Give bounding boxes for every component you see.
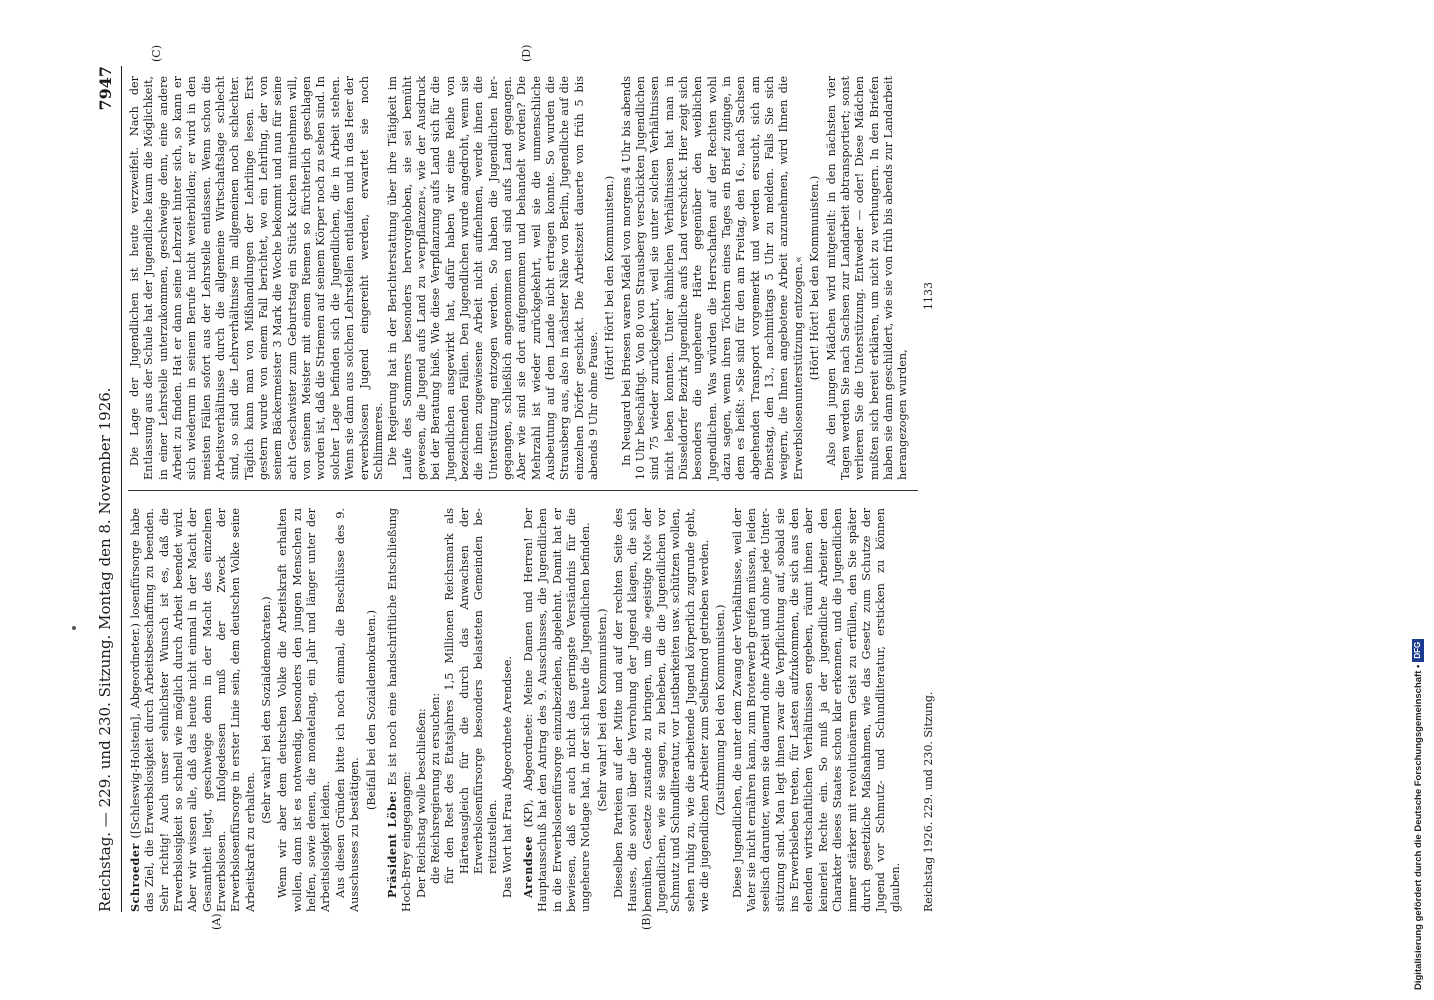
column-divider bbox=[128, 490, 918, 491]
speaker-name: Präsident Löbe: bbox=[384, 790, 399, 898]
credit-text: Digitalisierung gefördert durch die Deutsche Forschungsgemeinschaft • bbox=[1413, 664, 1424, 990]
paragraph: für den Rest des Etatsjahres 1,5 Millionen Reichsmark als Härteausgleich für die durch das Anwachsen der Erwerbslosenfürsorge besonders belasteten Gemeinden bereitzustellen. bbox=[443, 508, 500, 884]
paragraph: Aus diesen Gründen bitte ich noch einmal, die Beschlüsse des 9. Ausschusses zu bestätigen. bbox=[333, 508, 362, 912]
margin-marker-a: (A) bbox=[210, 913, 223, 930]
interjection: (Beifall bei den Sozialdemokraten.) bbox=[364, 609, 378, 811]
page-number: 7947 bbox=[96, 66, 115, 111]
paragraph: In Neugard bei Briesen waren Mädel von morgens 4 Uhr bis abends 10 Uhr beschäftigt. Von 80 von Strausberg verschickten Jugendlichen sind 75 wieder zurückgekehrt, weil sie unter solchen Verhältnissen nicht leben konnten. Unter ähnlichen Verhältnissen hat man in Düsseldorfer Bezirk Jugendliche aufs Land verschickt. Hier zeigt sich besonders die ungeheure Härte gegenüber den weiblichen Jugendlichen. Was würden die Herrschaften auf der Rechten wohl dazu sagen, wenn ihren Töchtern eines Tages ein Brief zuginge, in dem es heißt: »Sie sind für den am Freitag, den 16., nach Sachsen abgehenden Transport vorgemerkt und werden ersucht, sich am Dienstag, den 13., nachmittags 5 Uhr zu melden. Falls Sie sich weigern, die Ihnen angebotene Arbeit anzunehmen, wird Ihnen die Erwerbslosenunterstützung entzogen.« bbox=[619, 76, 805, 480]
interjection: (Sehr wahr! bei den Kommunisten.) bbox=[595, 608, 609, 812]
left-column bbox=[128, 508, 903, 912]
interjection: (Hört! Hört! bei den Kommunisten.) bbox=[603, 175, 617, 381]
speaker-name: Arendsee bbox=[520, 835, 535, 898]
margin-marker-c: (C) bbox=[150, 45, 163, 62]
paragraph: Diese Jugendlichen, die unter dem Zwang der Verhältnisse, weil der Vater sie nicht ernähren kann, zum Broterwerb greifen müssen, leiden seelisch darunter, wenn sie dauernd ohne Arbeit und ohne jede Unterstützung sind. Man legt ihnen zwar die Verpflichtung auf, sobald sie ins Erwerbsleben treten, für Lasten aufzukommen, die sich aus den elenden wirtschaftlichen Verhältnissen ergeben, räumt ihnen aber keinerlei Rechte ein. So muß ja der jugendliche Arbeiter den Charakter dieses Staates schon klar erkennen, und die Jugendlichen immer stärker mit revolutionärem Geist zu erfüllen, den Sie später durch gesetzliche Maßnahmen, wie das Gesetz zum Schutze der Jugend vor Schmutz- und Schundliteratur, ersticken zu können glauben. bbox=[730, 508, 902, 912]
speech-paragraph bbox=[385, 508, 415, 912]
paragraph: Dieselben Parteien auf der Mitte und auf der rechten Seite des Hauses, die soviel über die Verrohung der Jugend klagen, die sich bemühen, Gesetze zustande zu bringen, um die »geistige Not« der Jugendlichen, wie sie sagen, zu beheben, die die Jugendlichen vor Schmutz und Schundliteratur, vor Lustbarkeiten usw. schützen wollen, sehen ruhig zu, wie die arbeitende Jugend körperlich zugrunde geht, wie die jugendlichen Arbeiter zum Selbstmord getrieben werden. bbox=[612, 508, 712, 912]
interjection: (Zustimmung bei den Kommunisten.) bbox=[714, 604, 728, 816]
page-footer: Reichstag 1926. 229. und 230. Sitzung. bbox=[922, 691, 935, 912]
paragraph: Also den jungen Mädchen wird mitgeteilt: in den nächsten vier Tagen werden Sie nach Sachsen zur Landarbeit abtransportiert; sonst verlieren Sie die Unterstützung. Entweder — oder! Diese Mädchen mußten sich bereit erklären, um nicht zu verhungern. In den Briefen haben sie dann geschildert, wie sie von früh bis abends zur Landarbeit herangezogen wurden, bbox=[824, 76, 910, 480]
margin-marker-d: (D) bbox=[520, 44, 533, 62]
speaker-name: Schroeder bbox=[128, 843, 142, 912]
paragraph: Wenn wir aber dem deutschen Volke die Arbeitskraft erhalten wollen, dann ist es notwendig, besonders den jungen Menschen zu helfen, sowie denen, die monatelang, ein Jahr und länger unter der Arbeitslosigkeit leiden. bbox=[276, 508, 333, 912]
interjection: (Sehr wahr! bei den Sozialdemokraten.) bbox=[260, 596, 274, 824]
resolution-text bbox=[429, 508, 501, 912]
paragraph-text: losenfürsorge habe das Ziel, die Erwerbslosigkeit durch Arbeitsbeschaffung zu beenden. Sehr richtig! Auch unser sehnlichster Wunsch ist es, daß die Erwerbslosigkeit so schnell wie möglich durch Arbeit beendet wird. Aber wir wissen alle, daß das heute nicht einmal in der Macht der Gesamtheit liegt, geschweige denn in der Macht des einzelnen Erwerbslosen. Infolgedessen muß der Zweck der Erwerbslosenfürsorge in erster Linie sein, dem deutschen Volke seine Arbeitskraft zu erhalten. bbox=[129, 508, 257, 912]
dfg-logo: DFG bbox=[1412, 639, 1424, 662]
header-rule bbox=[121, 66, 122, 912]
paragraph-text: (KP), Abgeordnete: Meine Damen und Herren! Der Hauptausschuß hat den Antrag des 9. Ausschusses, die Jugendlichen in die Erwerbslosenfürsorge einzubeziehen, abgelehnt. Damit hat er bewiesen, daß er auch nicht das geringste Verständnis für die ungeheure Notlage hat, in der sich heute die Jugendlichen befinden. bbox=[521, 508, 593, 912]
speech-paragraph bbox=[521, 508, 594, 912]
margin-marker-b: (B) bbox=[640, 913, 653, 930]
paragraph: Der Reichstag wolle beschließen: bbox=[414, 708, 428, 898]
page-header bbox=[96, 66, 118, 912]
scan-speck bbox=[72, 626, 76, 630]
interjection: (Hört! Hört! bei den Kommunisten.) bbox=[808, 175, 822, 381]
footer-page-number: 1133 bbox=[922, 282, 935, 310]
right-column bbox=[128, 76, 911, 480]
paragraph: die Reichsregierung zu ersuchen: bbox=[428, 692, 442, 884]
header-title: Reichstag. — 229. und 230. Sitzung. Montag den 8. November 1926. bbox=[96, 387, 114, 912]
paragraph: Die Lage der Jugendlichen ist heute verzweifelt. Nach der Entlassung aus der Schule hat der Jugendliche kaum die Möglichkeit, in einer Lehrstelle unterzukommen, geschweige denn, eine andere Arbeit zu finden. Hat er dann seine Lehrzeit hinter sich, so kann er sich wiederum in seinem Berufe nicht weiterbilden; er wird in den meisten Fällen sofort aus der Lehrstelle entlassen. Wenn schon die Arbeitsverhältnisse durch die allgemeine Wirtschaftslage schlecht sind, so sind die Lehrverhältnisse im allgemeinen noch schlechter. Täglich kann man von Mißhandlungen der Lehrlinge lesen. Erst gestern wurde von einem Fall berichtet, wo ein Lehrling, der von seinem Bäckermeister 3 Mark die Woche bekommt und nun für seine acht Geschwister zum Geburtstag ein Stück Kuchen mitnehmen will, von seinem Meister mit einem Riemen so fürchterlich geschlagen worden ist, daß die Striemen auf seinem Körper noch zu sehen sind. In solcher Lage befinden sich die Jugendlichen, die in Arbeit stehen. Wenn sie dann aus solchen Lehrstellen entlaufen und in das Heer der erwerbslosen Jugend eingereiht werden, erwartet sie noch Schlimmeres. bbox=[128, 76, 385, 480]
digitization-credit bbox=[1406, 10, 1432, 990]
paragraph-text: Es ist noch eine handschriftliche Entschließung Hoch-Brey eingegangen: bbox=[385, 508, 414, 912]
paragraph: Das Wort hat Frau Abgeordnete Arendsee. bbox=[500, 656, 514, 898]
speaker-affiliation: [Schleswig-Holstein], Abgeordneter.) bbox=[129, 623, 142, 835]
speech-paragraph: Schroeder ([Schleswig-Holstein], Abgeordneter.) losenfürsorge habe das Ziel, die Erwerbslosigkeit durch Arbeitsbeschaffung zu beenden. Sehr richtig! Auch unser sehnlichster Wunsch ist es, daß die Erwerbslosigkeit so schnell wie möglich durch Arbeit beendet wird. Aber wir wissen alle, daß das heute nicht einmal in der Macht der Gesamtheit liegt, geschweige denn in der Macht des einzelnen Erwerbslosen. Infolgedessen muß der Zweck der Erwerbslosenfürsorge in erster Linie sein, dem deutschen Volke seine Arbeitskraft zu erhalten. bbox=[128, 508, 257, 912]
paragraph: Die Regierung hat in der Berichterstattung über ihre Tätigkeit im Laufe des Sommers besonders hervorgehoben, sie sei bemüht gewesen, die Jugend aufs Land zu »verpflanzen«, wie der Ausdruck bei der Beratung hieß. Wie diese Verpflanzung aufs Land sich für die Jugendlichen ausgewirkt hat, dafür haben wir eine Reihe von bezeichnenden Fällen. Den Jugendlichen wurde angedroht, wenn sie die ihnen zugewiesene Arbeit nicht aufnehmen, werde ihnen die Unterstützung entzogen werden. So haben die Jugendlichen hergegangen, schließlich angenommen und sind aufs Land gegangen. Aber wie sind sie dort aufgenommen und behandelt worden? Die Mehrzahl ist wieder zurückgekehrt, weil sie die unmenschliche Ausbeutung auf dem Lande nicht ertragen konnte. So wurden die Strausberg aus, also in nächster Nähe von Berlin, Jugendliche auf die einzelnen Dörfer geschickt. Die Arbeitszeit dauerte von früh 5 bis abends 9 Uhr ohne Pause. bbox=[386, 76, 600, 480]
